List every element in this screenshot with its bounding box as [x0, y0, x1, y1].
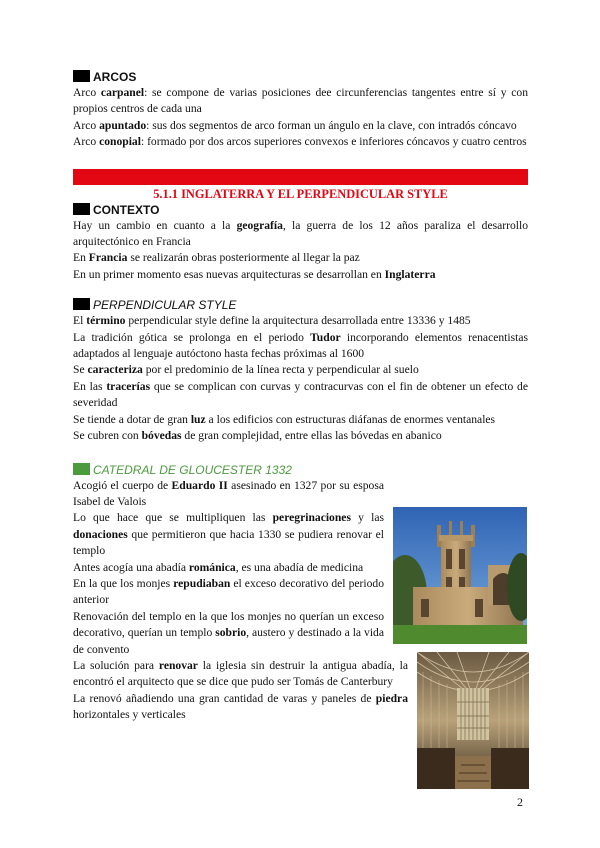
section-divider-bar: [73, 169, 528, 185]
glou-paragraph: La renovó añadiendo una gran cantidad de varas y paneles de piedra horizontales y verticales: [73, 691, 408, 722]
gloucester-heading: CATEDRAL DE GLOUCESTER 1332: [73, 462, 528, 478]
glou-paragraph: Lo que hace que se multipliquen las peregrinaciones y las donaciones que permitieron que hacia 1330 se pudiera renovar el templo: [73, 511, 384, 558]
arco-item-carpanel: Arco carpanel: se compone de varias posiciones dee circunferencias tangentes entre sí y con propios centros de cada una: [73, 86, 529, 116]
gloucester-text: [73, 478, 384, 658]
perp-paragraph: Se tiende a dotar de gran luz a los edificios con estructuras diáfanas de enormes ventanales: [73, 412, 496, 426]
arcos-heading: ARCOS: [73, 69, 528, 85]
glou-paragraph: Acogió el cuerpo de Eduardo II asesinado en 1327 por su esposa Isabel de Valois: [73, 478, 384, 508]
arcos-list: [73, 85, 528, 151]
black-square-bullet-icon: [73, 70, 90, 82]
glou-paragraph: Renovación del templo en la que los monjes no querían un exceso decorativo, querían un templo sobrio, austero y destinado a la vida de convento: [73, 609, 384, 656]
perp-paragraph: Se cubren con bóvedas de gran complejidad, entre ellas las bóvedas en abanico: [73, 429, 442, 443]
perp-paragraph: La tradición gótica se prolonga en el periodo Tudor incorporando elementos renacentistas adaptados al lenguaje autóctono hasta fechas próximas al 1600: [73, 330, 528, 361]
contexto-heading: CONTEXTO: [73, 202, 528, 218]
contexto-paragraph: En un primer momento esas nuevas arquitecturas se desarrollan en Inglaterra: [73, 267, 436, 281]
arco-item-conopial: Arco conopial: formado por dos arcos superiores convexos e inferiores cóncavos y cuatro centros: [73, 135, 527, 149]
glou-paragraph: En la que los monjes repudiaban el exceso decorativo del periodo anterior: [73, 576, 384, 607]
perp-paragraph: En las tracerías que se complican con curvas y contracurvas con el fin de obtener un efecto de severidad: [73, 379, 528, 410]
gloucester-interior-photo: [417, 652, 529, 789]
arco-item-apuntado: Arco apuntado: sus dos segmentos de arco forman un ángulo en la clave, con intradós cóncavo: [73, 118, 517, 132]
perpendicular-style-heading: PERPENDICULAR STYLE: [73, 297, 528, 313]
gloucester-text-wide: [73, 658, 408, 724]
black-square-bullet-icon: [73, 203, 90, 215]
section-title: 5.1.1 INGLATERRA Y EL PERPENDICULAR STYLE: [153, 186, 448, 201]
contexto-text: [73, 218, 528, 284]
black-square-bullet-icon: [73, 298, 90, 310]
green-square-bullet-icon: [73, 463, 90, 475]
contexto-paragraph: En Francia se realizarán obras posteriormente al llegar la paz: [73, 251, 360, 265]
perpendicular-style-text: [73, 313, 528, 444]
glou-paragraph: Antes acogía una abadía románica, es una abadía de medicina: [73, 560, 364, 574]
gloucester-exterior-photo: [393, 507, 527, 644]
perp-paragraph: Se caracteriza por el predominio de la línea recta y perpendicular al suelo: [73, 363, 419, 377]
glou-paragraph: La solución para renovar la iglesia sin destruir la antigua abadía, la encontró el arquitecto que se dice que pudo ser Tomás de Canterbury: [73, 658, 408, 689]
page-number: 2: [517, 795, 523, 809]
perp-paragraph: El término perpendicular style define la arquitectura desarrollada entre 13336 y 1485: [73, 314, 471, 328]
contexto-paragraph: Hay un cambio en cuanto a la geografía, la guerra de los 12 años paraliza el desarrollo arquitectónico en Francia: [73, 218, 529, 249]
